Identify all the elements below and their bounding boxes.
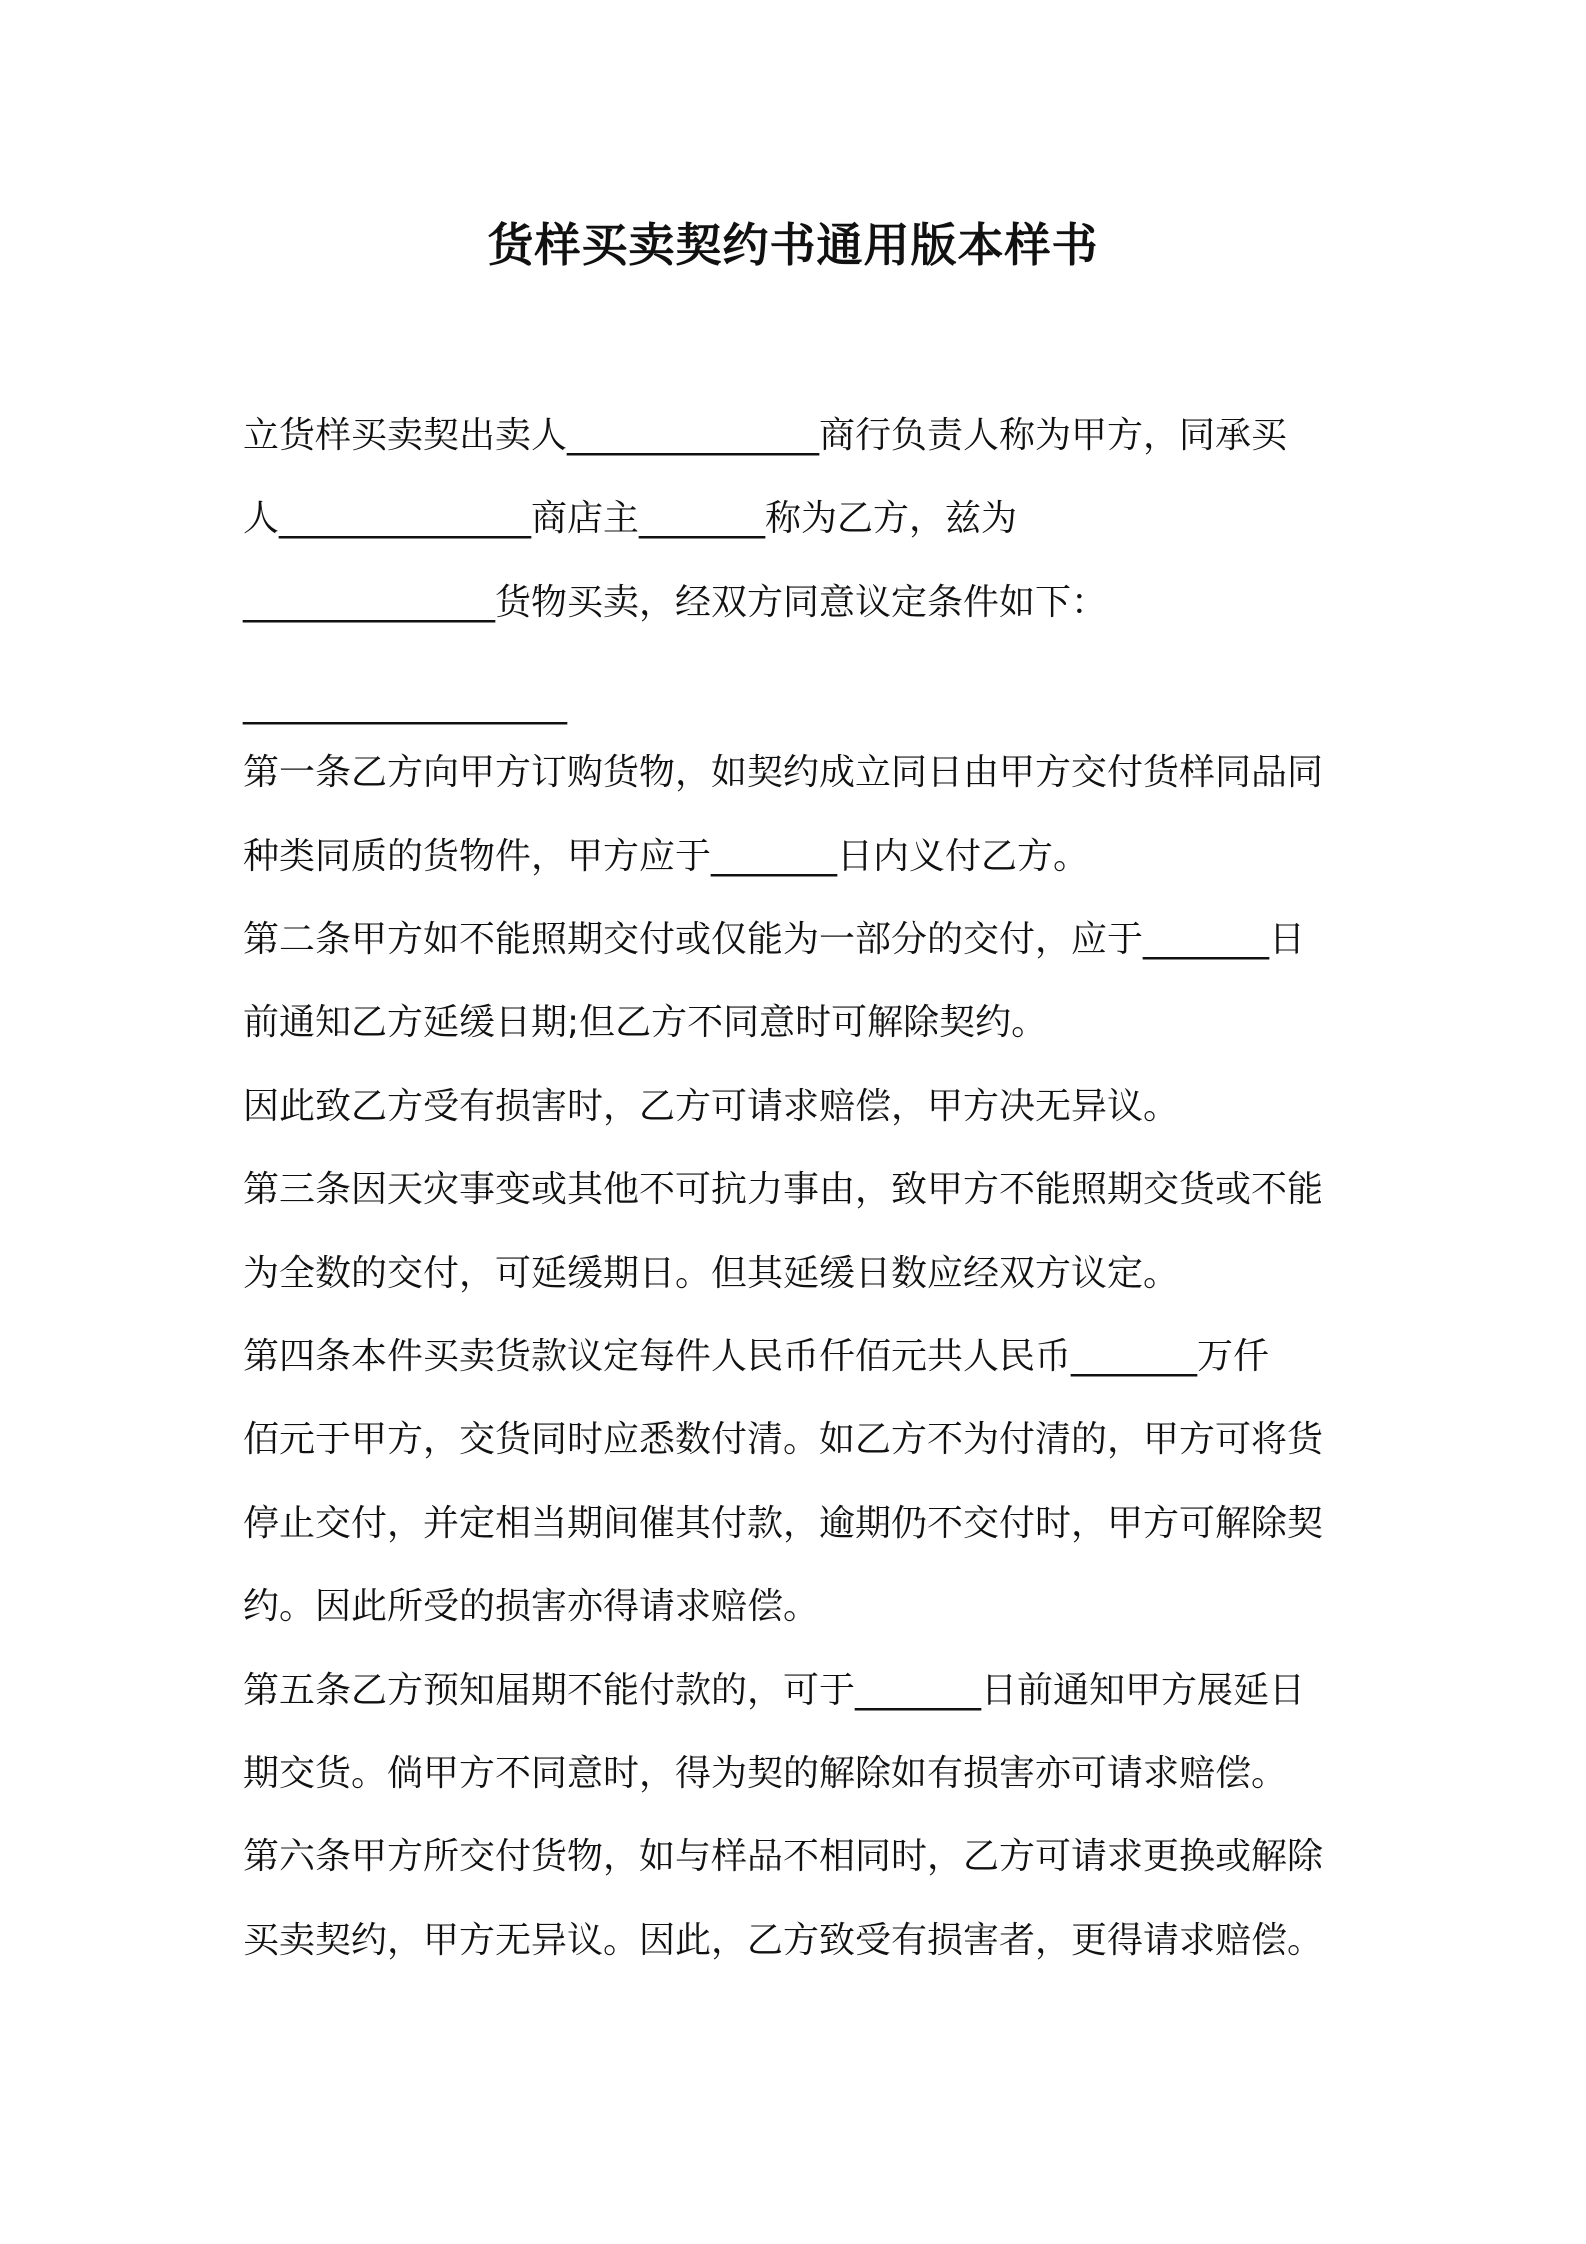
body-line: 因此致乙方受有损害时，乙方可请求赔偿，甲方决无异议。 (243, 1086, 1180, 1127)
body-line: 佰元于甲方，交货同时应悉数付清。如乙方不为付清的，甲方可将货 (243, 1419, 1324, 1460)
body-line: 约。因此所受的损害亦得请求赔偿。 (243, 1586, 820, 1627)
body-line: 立货样买卖契出卖人______________商行负责人称为甲方，同承买 (243, 415, 1288, 456)
body-line: 期交货。倘甲方不同意时，得为契的解除如有损害亦可请求赔偿。 (243, 1753, 1288, 1794)
document-title: 货样买卖契约书通用版本样书 (487, 218, 1099, 272)
body-line: 停止交付，并定相当期间催其付款，逾期仍不交付时，甲方可解除契 (243, 1503, 1324, 1544)
body-line: 人______________商店主_______称为乙方，兹为 (243, 498, 1018, 539)
body-line: 第二条甲方如不能照期交付或仅能为一部分的交付，应于_______日 (243, 919, 1306, 960)
body-line: ______________货物买卖，经双方同意议定条件如下： (243, 582, 1108, 623)
body-line: 第五条乙方预知届期不能付款的，可于_______日前通知甲方展延日 (243, 1670, 1306, 1711)
body-line: 第一条乙方向甲方订购货物，如契约成立同日由甲方交付货样同品同 (243, 752, 1324, 793)
body-line: 买卖契约，甲方无异议。因此，乙方致受有损害者，更得请求赔偿。 (243, 1920, 1324, 1961)
body-line: 种类同质的货物件，甲方应于_______日内义付乙方。 (243, 836, 1090, 877)
body-line: 为全数的交付，可延缓期日。但其延缓日数应经双方议定。 (243, 1253, 1180, 1294)
body-line: 第六条甲方所交付货物，如与样品不相同时，乙方可请求更换或解除 (243, 1836, 1324, 1877)
body-line: 第三条因天灾事变或其他不可抗力事由，致甲方不能照期交货或不能 (243, 1169, 1324, 1210)
body-line: 第四条本件买卖货款议定每件人民币仟佰元共人民币_______万仟 (243, 1336, 1270, 1377)
body-line: __________________ (243, 684, 567, 725)
body-line: 前通知乙方延缓日期;但乙方不同意时可解除契约。 (243, 1002, 1048, 1043)
